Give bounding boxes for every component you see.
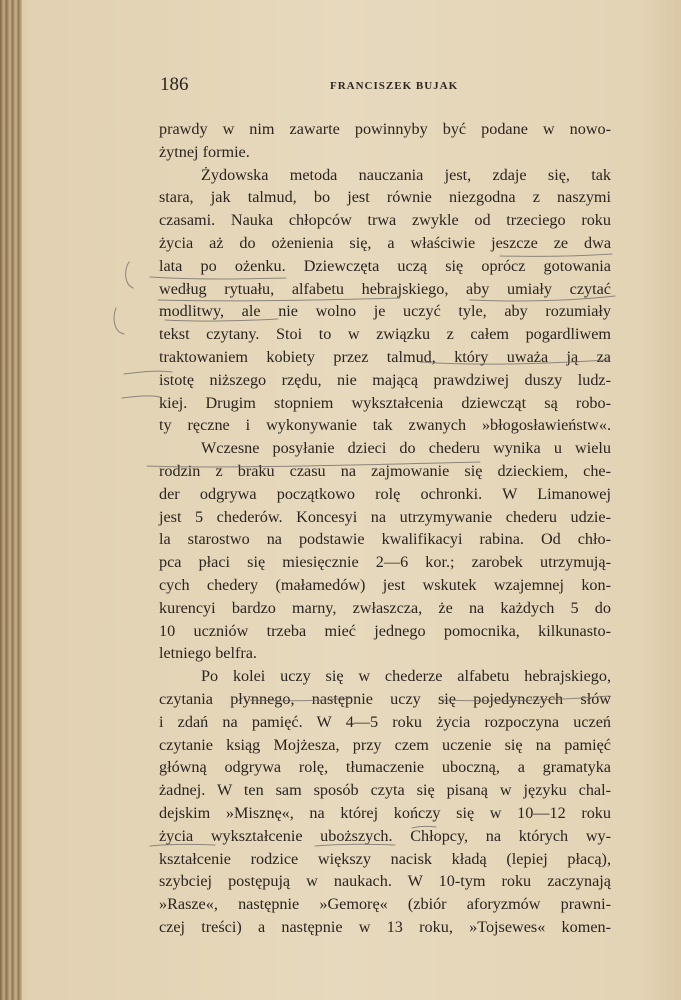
- text-line: główną odgrywa rolę, tłumaczenie uboczną, a gramatyka: [159, 758, 611, 777]
- text-line: i zdań na pamięć. W 4—5 roku życia rozpoczyna uczeń: [159, 712, 611, 731]
- text-line: cych chedery (małamedów) jest wskutek wzajemnej kon-: [159, 575, 611, 594]
- text-line: la starostwo na podstawie kwalifikacyi rabina. Od chło-: [159, 530, 611, 549]
- text-line: czasami. Nauka chłopców trwa zwykle od trzeciego roku: [159, 211, 611, 230]
- text-line: szybciej postępują w naukach. W 10-tym roku zaczynają: [159, 872, 611, 891]
- text-line: czytanie ksiąg Mojżesza, przy czem uczenie się na pamięć: [159, 735, 611, 754]
- text-line: traktowaniem kobiety przez talmud, który uważa ją za: [159, 347, 611, 366]
- text-line: czej treści) a następnie w 13 roku, »Tojsewes« komen-: [159, 917, 611, 936]
- text-line: stara, jak talmud, bo jest równie niezgodna z naszymi: [159, 188, 611, 207]
- text-line: »Rasze«, następnie »Gemorę« (zbiór aforyzmów prawni-: [159, 895, 611, 914]
- text-line: jest 5 chederów. Koncesyi na utrzymywanie chederu udzie-: [159, 507, 611, 526]
- text-line: dejskim »Misznę«, na której kończy się w 10—12 roku: [159, 803, 611, 822]
- running-head: FRANCISZEK BUJAK: [330, 80, 459, 92]
- page-number: 186: [160, 74, 189, 95]
- text-line: kształcenie rodzice większy nacisk kładą (lepiej płacą),: [159, 849, 611, 868]
- text-line: żadnej. W ten sam sposób czyta się pisaną w języku chal-: [159, 781, 611, 800]
- margin-bracket-mark: [114, 308, 124, 334]
- text-line: życia aż do ożenienia się, a właściwie jeszcze ze dwa: [159, 233, 611, 252]
- text-line: życia wykształcenie uboższych. Chłopcy, na których wy-: [159, 826, 611, 845]
- text-line: kurencyi bardzo marny, zwłaszcza, że na każdych 5 do: [159, 598, 611, 617]
- text-line: Wczesne posyłanie dzieci do chederu wynika u wielu: [201, 439, 611, 458]
- text-line: czytania płynnego, następnie uczy się pojedynczych słów: [159, 689, 611, 708]
- text-line: żytnej formie.: [159, 142, 250, 161]
- body-text: [159, 118, 611, 939]
- text-line: ty ręczne i wykonywanie tak zwanych »błogosławieństw«.: [159, 416, 611, 435]
- text-line: 10 uczniów trzeba mieć jednego pomocnika, kilkunasto-: [159, 621, 611, 640]
- text-line: tekst czytany. Stoi to w związku z całem pogardliwem: [159, 325, 611, 344]
- text-line: istotę niższego rzędu, nie mającą prawdziwej duszy ludz-: [159, 370, 611, 389]
- text-line: kiej. Drugim stopniem wykształcenia dziewcząt są robo-: [159, 393, 611, 412]
- text-line: modlitwy, ale nie wolno je uczyć tyle, aby rozumiały: [159, 302, 611, 321]
- text-line: der odgrywa początkowo rolę ochronki. W Limanowej: [159, 484, 611, 503]
- margin-dash-mark: [122, 396, 160, 398]
- book-binding-edge: [0, 0, 22, 1000]
- text-line: prawdy w nim zawarte powinnyby być podane w nowo-: [159, 120, 611, 138]
- text-line: pca płaci się miesięcznie 2—6 kor.; zarobek utrzymują-: [159, 553, 611, 572]
- text-line: letniego belfra.: [159, 644, 257, 663]
- text-line: według rytuału, alfabetu hebrajskiego, aby umiały czytać: [159, 279, 611, 298]
- text-line: rodzin z braku czasu na zajmowanie się dzieckiem, che-: [159, 461, 611, 480]
- text-line: lata po ożenku. Dziewczęta uczą się oprócz gotowania: [159, 256, 611, 275]
- text-line: Żydowska metoda nauczania jest, zdaje się, tak: [201, 165, 611, 184]
- text-line: Po kolei uczy się w chederze alfabetu hebrajskiego,: [201, 667, 611, 686]
- margin-bracket-mark: [126, 262, 133, 288]
